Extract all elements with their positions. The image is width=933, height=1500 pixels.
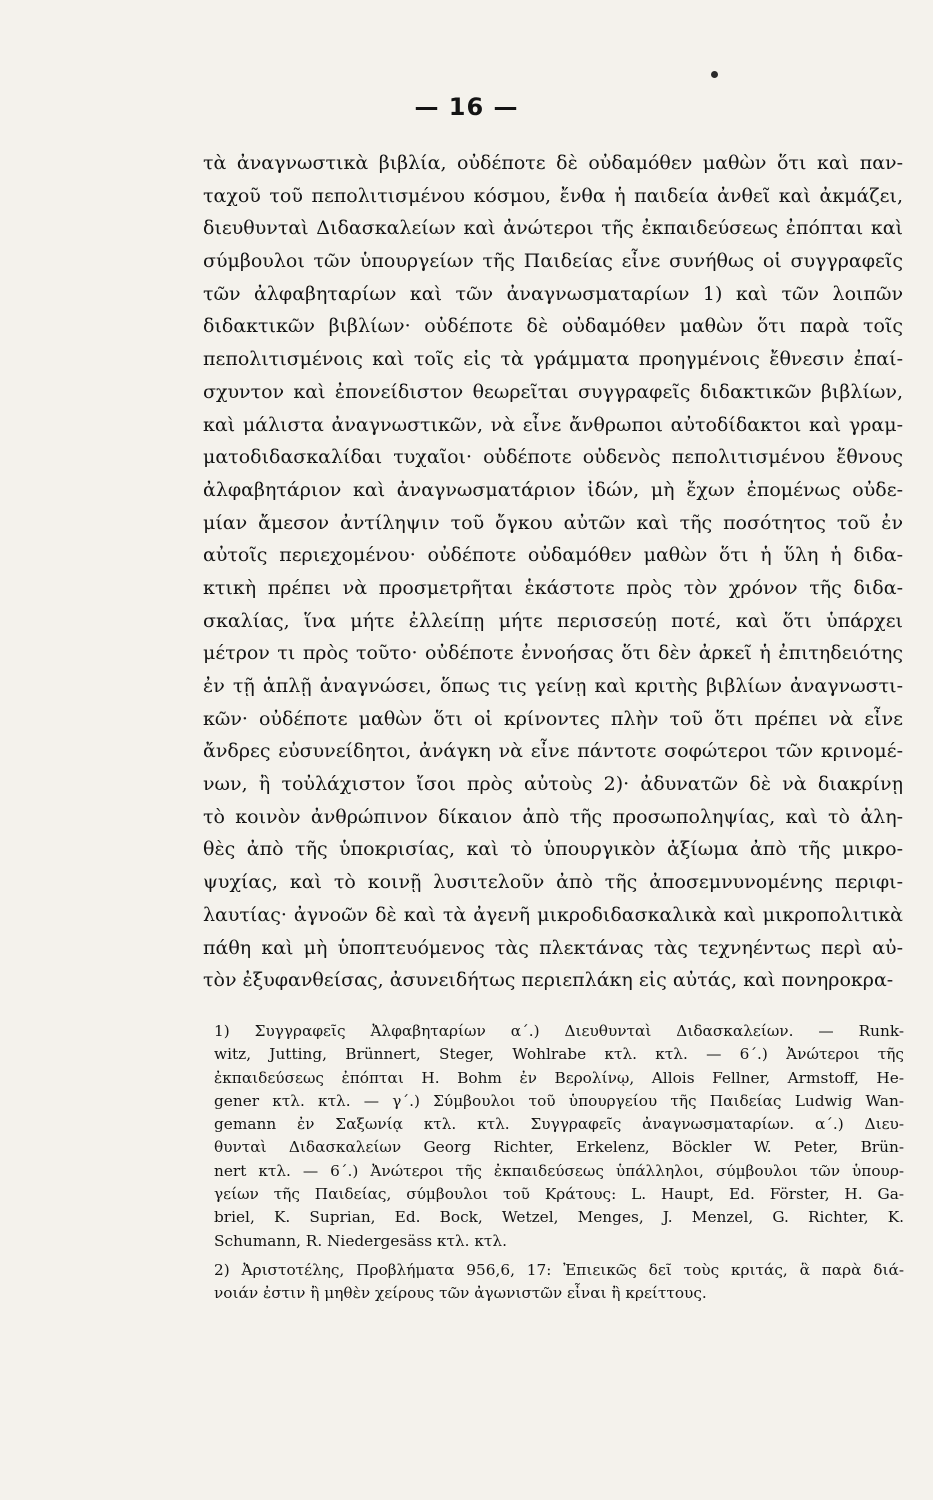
text-line: διευθυνταὶ Διδασκαλείων καὶ ἀνώτεροι τῆς ἐκπαιδεύσεως ἐπόπται καὶ — [203, 217, 903, 240]
text-line: πάθη καὶ μὴ ὑποπτευόμενος τὰς πλεκτάνας τὰς τεχνηέντως περὶ αὐ- — [203, 936, 903, 959]
text-line: ταχοῦ τοῦ πεπολιτισμένου κόσμου, ἔνθα ἡ παιδεία ἀνθεῖ καὶ ἀκμάζει, — [203, 184, 903, 207]
main-text — [203, 147, 903, 997]
text-line: θυνταὶ Διδασκαλείων Georg Richter, Erkelenz, Böckler W. Peter, Brün- — [214, 1138, 904, 1157]
text-line: τὰ ἀναγνωστικὰ βιβλία, οὐδέποτε δὲ οὐδαμόθεν μαθὼν ὅτι καὶ παν- — [203, 152, 903, 174]
footnote-2 — [214, 1259, 904, 1306]
text-line: κτικὴ πρέπει νὰ προσμετρῆται ἑκάστοτε πρὸς τὸν χρόνον τῆς διδα- — [203, 576, 903, 599]
text-line: αὐτοῖς περιεχομένου· οὐδέποτε οὐδαμόθεν μαθὼν ὅτι ἡ ὕλη ἡ διδα- — [203, 544, 903, 567]
text-line: ἀλφαβητάριον καὶ ἀναγνωσματάριον ἰδών, μὴ ἔχων ἐπομένως οὐδε- — [203, 478, 903, 501]
text-line: καὶ μάλιστα ἀναγνωστικῶν, νὰ εἶνε ἄνθρωποι αὐτοδίδακτοι καὶ γραμ- — [203, 413, 903, 436]
text-line: μέτρον τι πρὸς τοῦτο· οὐδέποτε ἐννοήσας ὅτι δὲν ἀρκεῖ ἡ ἐπιτηδειότης — [203, 642, 903, 665]
text-line: 2) Ἀριστοτέλης, Προβλήματα 956,6, 17: Ἐπιεικῶς δεῖ τοὺς κριτάς, ἃ παρὰ διά- — [214, 1260, 904, 1279]
text-line: ἐκπαιδεύσεως ἐπόπται H. Bohm ἐν Βερολίνῳ, Allois Fellner, Armstoff, He- — [214, 1068, 904, 1087]
ink-dot — [711, 71, 718, 78]
text-line: διδακτικῶν βιβλίων· οὐδέποτε δὲ οὐδαμόθεν μαθὼν ὅτι παρὰ τοῖς — [203, 315, 903, 338]
footnote-1 — [214, 1020, 904, 1253]
text-line: γείων τῆς Παιδείας, σύμβουλοι τοῦ Κράτους: L. Haupt, Ed. Förster, H. Ga- — [214, 1185, 904, 1204]
text-line: ἐν τῇ ἁπλῇ ἀναγνώσει, ὅπως τις γείνῃ καὶ κριτὴς βιβλίων ἀναγνωστι- — [203, 675, 903, 697]
text-line: τῶν ἀλφαβηταρίων καὶ τῶν ἀναγνωσματαρίων 1) καὶ τῶν λοιπῶν — [203, 282, 903, 305]
text-line: μίαν ἄμεσον ἀντίληψιν τοῦ ὄγκου αὐτῶν καὶ τῆς ποσότητος τοῦ ἐν — [203, 511, 903, 534]
text-line: ματοδιδασκαλίδαι τυχαῖοι· οὐδέποτε οὐδενὸς πεπολιτισμένου ἔθνους — [203, 446, 903, 469]
text-line: θὲς ἀπὸ τῆς ὑποκρισίας, καὶ τὸ ὑπουργικὸν ἀξίωμα ἀπὸ τῆς μικρο- — [203, 838, 903, 861]
text-line: πεπολιτισμένοις καὶ τοῖς εἰς τὰ γράμματα προηγμένοις ἔθνεσιν ἐπαί- — [203, 348, 903, 371]
text-line: nert κτλ. — 6΄.) Ἀνώτεροι τῆς ἐκπαιδεύσεως ὑπάλληλοι, σύμβουλοι τῶν ὑπουρ- — [214, 1161, 904, 1180]
text-line: ψυχίας, καὶ τὸ κοινῇ λυσιτελοῦν ἀπὸ τῆς ἀποσεμνυνομένης περιφι- — [203, 871, 903, 894]
page-number: — 16 — — [414, 93, 519, 121]
text-line: witz, Jutting, Brünnert, Steger, Wohlrabe κτλ. κτλ. — 6΄.) Ἀνώτεροι τῆς — [214, 1045, 904, 1064]
text-line: Schumann, R. Niedergesäss κτλ. κτλ. — [214, 1231, 507, 1250]
text-line: κῶν· οὐδέποτε μαθὼν ὅτι οἱ κρίνοντες πλὴν τοῦ ὅτι πρέπει νὰ εἶνε — [203, 707, 903, 730]
text-line: gener κτλ. κτλ. — γ΄.) Σύμβουλοι τοῦ ὑπουργείου τῆς Παιδείας Ludwig Wan- — [214, 1091, 904, 1110]
text-line: ἄνδρες εὐσυνείδητοι, ἀνάγκη νὰ εἶνε πάντοτε σοφώτεροι τῶν κρινομέ- — [203, 740, 903, 763]
text-line: λαυτίας· ἀγνοῶν δὲ καὶ τὰ ἀγενῆ μικροδιδασκαλικὰ καὶ μικροπολιτικὰ — [203, 903, 903, 926]
text-line: νων, ἢ τοὐλάχιστον ἴσοι πρὸς αὐτοὺς 2)· ἀδυνατῶν δὲ νὰ διακρίνῃ — [203, 773, 903, 796]
text-line: σχυντον καὶ ἐπονείδιστον θεωρεῖται συγγραφεῖς διδακτικῶν βιβλίων, — [203, 380, 903, 403]
text-line: τὸν ἐξυφανθείσας, ἀσυνειδήτως περιεπλάκη εἰς αὐτάς, καὶ πονηροκρα- — [203, 969, 894, 992]
footnotes — [214, 1020, 904, 1306]
text-line: σκαλίας, ἵνα μήτε ἐλλείπῃ μήτε περισσεύῃ ποτέ, καὶ ὅτι ὑπάρχει — [203, 609, 903, 632]
text-line: νοιάν ἐστιν ἢ μηθὲν χείρους τῶν ἀγωνιστῶν εἶναι ἢ κρείττους. — [214, 1284, 707, 1303]
text-line: 1) Συγγραφεῖς Ἀλφαβηταρίων α΄.) Διευθυνταὶ Διδασκαλείων. — Runk- — [214, 1022, 904, 1040]
text-line: σύμβουλοι τῶν ὑπουργείων τῆς Παιδείας εἶνε συνήθως οἱ συγγραφεῖς — [203, 250, 903, 273]
text-line: τὸ κοινὸν ἀνθρώπινον δίκαιον ἀπὸ τῆς προσωποληψίας, καὶ τὸ ἀλη- — [203, 805, 903, 828]
text-line: briel, K. Suprian, Ed. Bock, Wetzel, Menges, J. Menzel, G. Richter, K. — [214, 1208, 904, 1227]
text-line: gemann ἐν Σαξωνίᾳ κτλ. κτλ. Συγγραφεῖς ἀναγνωσματαρίων. α΄.) Διευ- — [214, 1115, 904, 1134]
